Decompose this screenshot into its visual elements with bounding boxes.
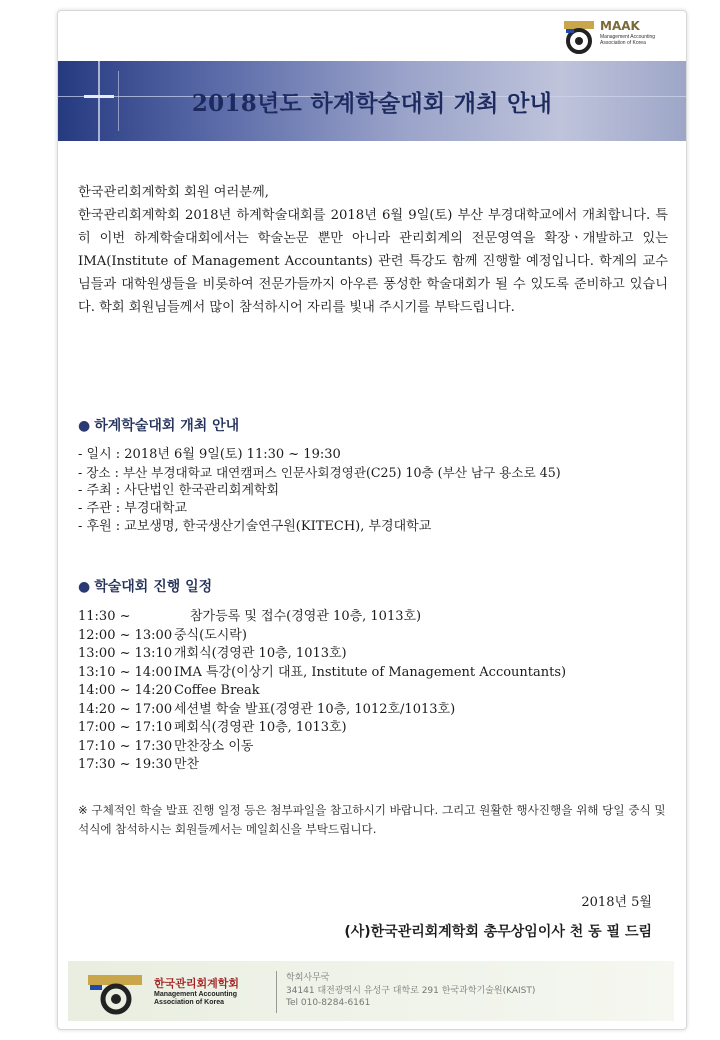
- list-item: - 주관 : 부경대학교: [78, 501, 188, 516]
- schedule-row: 17:00 ~ 17:10 폐회식(경영관 10층, 1013호): [78, 720, 347, 735]
- maak-emblem-icon: [562, 17, 598, 57]
- office-label: 학회사무국: [286, 973, 330, 983]
- schedule-row: 17:30 ~ 19:30 만찬: [78, 757, 200, 772]
- schedule-row: 11:30 ~ 참가등록 및 접수(경영관 10층, 1013호): [78, 609, 422, 624]
- footer-contact: [286, 972, 535, 1010]
- schedule-row: 17:10 ~ 17:30 만찬장소 이동: [78, 738, 254, 754]
- footer-logo: [86, 971, 266, 1015]
- maak-logo-text: MAAK: [600, 19, 640, 33]
- page-title: 2018년도 하계학술대회 개최 안내: [191, 90, 553, 117]
- list-item: - 장소 : 부산 부경대학교 대연캠퍼스 인문사회경영관(C25) 10층 (부산 남구 용소로 45): [78, 465, 561, 480]
- schedule-table: [78, 608, 566, 775]
- schedule-row: 14:20 ~ 17:00 세션별 학술 발표(경영관 10층, 1012호/1013호): [78, 701, 456, 717]
- issue-date: 2018년 5월: [581, 895, 652, 910]
- schedule-row: 13:00 ~ 13:10 개회식(경영관 10층, 1013호): [78, 646, 347, 661]
- schedule-row: 13:10 ~ 14:00 IMA 특강(이상기 대표, Institute of Management Accountants): [78, 664, 567, 680]
- intro-section: [78, 181, 668, 319]
- greeting: 한국관리회계학회 회원 여러분께,: [78, 185, 269, 200]
- list-item: - 일시 : 2018년 6월 9일(토) 11:30 ~ 19:30: [78, 447, 341, 462]
- office-address: 34141 대전광역시 유성구 대학로 291 한국과학기술원(KAIST): [286, 985, 536, 996]
- footer-logo-english: Management Accounting Association of Korea: [154, 991, 237, 1006]
- footer: [68, 961, 674, 1021]
- maak-logo: [562, 17, 672, 61]
- intro-body: 한국관리회계학회 2018년 하계학술대회를 2018년 6월 9일(토) 부산 부경대학교에서 개최합니다. 특히 이번 하계학술대회에서는 학술논문 뿐만 아니라 관리회계의 전문영역을 확장ㆍ개발하고 있는 IMA(Institute of Management Accountants) 관련 특강도 함께 진행할 예정입니다. 학계의 교수님들과 대학원생들을 비롯하여 전문가들까지 아우른 풍성한 학술대회가 될 수 있도록 준비하고 있습니다. 학회 회원님들께서 많이 참석하시어 자리를 빛내 주시기를 부탁드립니다.: [78, 208, 668, 315]
- list-item: - 후원 : 교보생명, 한국생산기술연구원(KITECH), 부경대학교: [78, 519, 432, 534]
- title-banner: [58, 61, 686, 141]
- notice-note: ※ 구체적인 학술 발표 진행 일정 등은 첨부파일을 참고하시기 바랍니다. 그리고 원활한 행사진행을 위해 당일 중식 및 석식에 참석하시는 회원들께서는 메일회신을 부탁드립니다.: [78, 803, 666, 836]
- signature: (사)한국관리회계학회 총무상임이사 천 동 필 드림: [344, 924, 652, 940]
- notice-card: [57, 10, 687, 1030]
- schedule-row: 14:00 ~ 14:20 Coffee Break: [78, 683, 260, 698]
- footer-divider: [276, 971, 277, 1013]
- bullet-icon: ●: [78, 418, 91, 434]
- schedule-heading: ● 학술대회 진행 일정: [78, 579, 213, 595]
- bullet-icon: ●: [78, 579, 91, 595]
- list-item: - 주최 : 사단법인 한국관리회계학회: [78, 483, 280, 498]
- schedule-row: 12:00 ~ 13:00 중식(도시락): [78, 627, 247, 643]
- office-tel: Tel 010-8284-6161: [286, 998, 371, 1008]
- info-heading: ● 하계학술대회 개최 안내: [78, 418, 240, 434]
- footer-logo-korean: 한국관리회계학회: [154, 977, 240, 990]
- info-list: [78, 446, 561, 536]
- maak-logo-subtitle: Management Accounting Association of Korea: [600, 34, 656, 46]
- association-emblem-icon: [86, 971, 148, 1015]
